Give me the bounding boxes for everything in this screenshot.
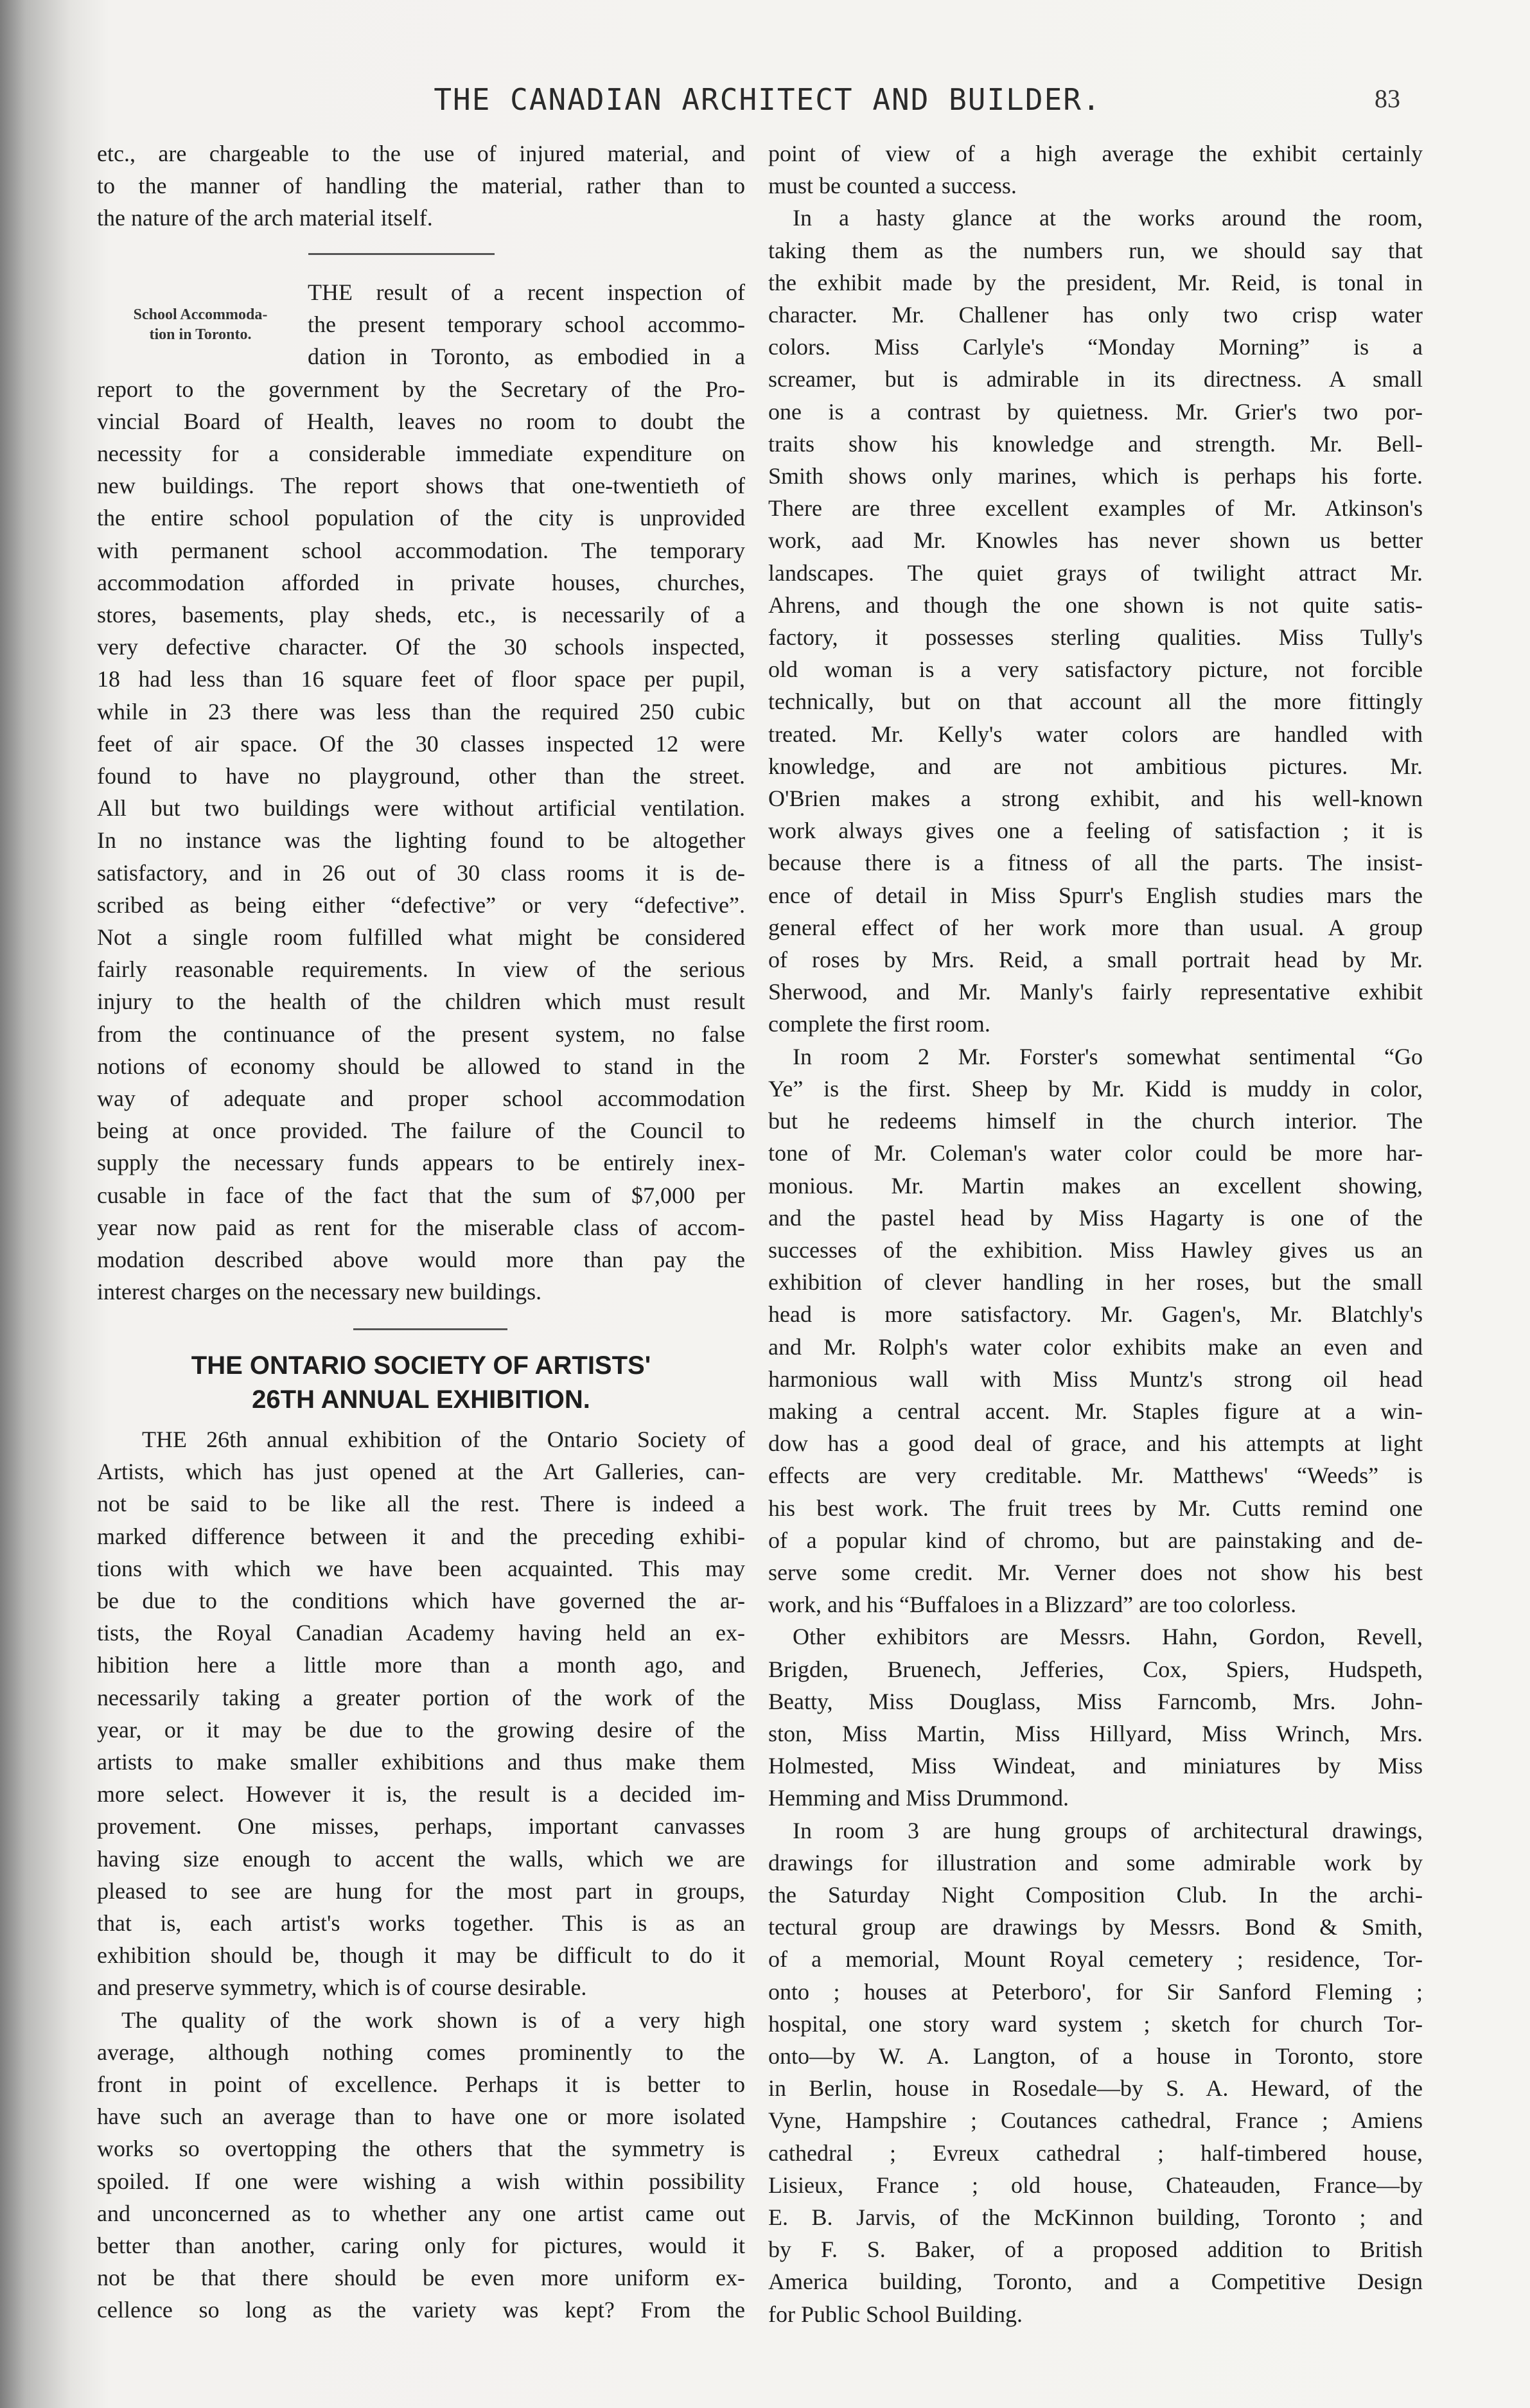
text-line: in Berlin, house in Rosedale—by S. A. Heward, of the — [768, 2075, 1423, 2102]
text-line: not be said to be like all the rest. There is indeed a — [97, 1491, 745, 1517]
text-line: cathedral ; Evreux cathedral ; half-timbered house, — [768, 2140, 1423, 2166]
text-line: technically, but on that account all the more fittingly — [768, 689, 1423, 715]
left-paragraph-1 — [97, 137, 745, 234]
text-line: In room 3 are hung groups of architectural drawings, — [793, 1817, 1423, 1843]
text-line: by F. S. Baker, of a proposed addition to British — [768, 2237, 1423, 2263]
text-line: and preserve symmetry, which is of course desirable. — [97, 1974, 587, 2001]
text-line: spoiled. If one were wishing a wish within possibility — [97, 2168, 745, 2194]
text-line: but he redeems himself in the church interior. The — [768, 1108, 1423, 1134]
page-number: 83 — [1375, 84, 1400, 113]
text-line: work always gives one a feeling of satisfaction ; it is — [768, 818, 1423, 844]
publication-masthead: THE CANADIAN ARCHITECT AND BUILDER. — [434, 82, 1102, 117]
text-line: the entire school population of the city is unprovided — [97, 505, 745, 531]
text-line: of a popular kind of chromo, but are painstaking and de- — [768, 1527, 1423, 1553]
text-line: factory, it possesses sterling qualities. Miss Tully's — [768, 624, 1423, 651]
text-line: while in 23 there was less than the required 250 cubic — [97, 698, 745, 725]
marginal-note-line: School Accommoda- — [133, 306, 268, 323]
text-line: tectural group are drawings by Messrs. Bond & Smith, — [768, 1914, 1423, 1940]
text-line: ence of detail in Miss Spurr's English studies mars the — [768, 882, 1423, 908]
text-line: the exhibit made by the president, Mr. Reid, is tonal in — [768, 269, 1423, 295]
text-line: found to have no playground, other than the street. — [97, 763, 745, 789]
text-line: harmonious wall with Miss Muntz's strong oil head — [768, 1366, 1423, 1392]
text-line: Vyne, Hampshire ; Coutances cathedral, France ; Amiens — [768, 2107, 1423, 2134]
text-line: necessity for a considerable immediate expenditure on — [97, 441, 745, 467]
paragraph — [768, 1815, 1423, 2330]
text-line: effects are very creditable. Mr. Matthews' “Weeds” is — [768, 1463, 1423, 1489]
text-line: necessarily taking a greater portion of the work of the — [97, 1684, 745, 1710]
text-line: because there is a fitness of all the parts. The insist- — [768, 850, 1423, 876]
text-line: Ahrens, and though the one shown is not quite satis- — [768, 592, 1423, 618]
text-line: THE 26th annual exhibition of the Ontario Society of — [142, 1427, 745, 1452]
article-heading — [97, 1349, 745, 1417]
text-line: more select. However it is, the result is a decided im- — [97, 1781, 745, 1807]
text-line: character. Mr. Challener has only two crisp water — [768, 302, 1423, 328]
text-line: Smith shows only marines, which is perhaps his forte. — [768, 463, 1423, 489]
text-line: taking them as the numbers run, we should say that — [768, 237, 1423, 263]
text-line: traits show his knowledge and strength. Mr. Bell- — [768, 430, 1423, 457]
text-line: O'Brien makes a strong exhibit, and his well-known — [768, 786, 1423, 812]
text-line: E. B. Jarvis, of the McKinnon building, Toronto ; and — [768, 2204, 1423, 2230]
text-line: satisfactory, and in 26 out of 30 class rooms it is de- — [97, 859, 745, 886]
text-line: work, aad Mr. Knowles has never shown us better — [768, 527, 1423, 554]
school-accommodation-article — [97, 276, 745, 1308]
text-line: Brigden, Bruenech, Jefferies, Cox, Spiers, Hudspeth, — [768, 1656, 1423, 1682]
text-line: be due to the conditions which have governed the ar- — [97, 1588, 745, 1614]
text-line: There are three excellent examples of Mr. Atkinson's — [768, 495, 1423, 522]
text-line: modation described above would more than pay the — [97, 1247, 745, 1273]
text-line: interest charges on the necessary new buildings. — [97, 1279, 542, 1305]
exhibition-article-right — [768, 137, 1423, 2330]
text-line: point of view of a high average the exhibit certainly — [768, 141, 1423, 166]
text-line: making a central accent. Mr. Staples figure at a win- — [768, 1398, 1423, 1424]
text-line: Beatty, Miss Douglass, Miss Farncomb, Mrs. John- — [768, 1688, 1423, 1714]
text-line: America building, Toronto, and a Competitive Design — [768, 2269, 1423, 2295]
text-line: Not a single room fulfilled what might be considered — [97, 924, 745, 951]
exhibition-paragraph-1 — [97, 1423, 745, 2004]
text-line: with permanent school accommodation. The temporary — [97, 537, 745, 563]
text-line: THE result of a recent inspection of — [308, 279, 745, 305]
text-line: the nature of the arch material itself. — [97, 205, 433, 231]
text-line: artists to make smaller exhibitions and thus make them — [97, 1749, 745, 1775]
text-line: knowledge, and are not ambitious pictures. Mr. — [768, 753, 1423, 779]
text-line: screamer, but is admirable in its directness. A small — [768, 366, 1423, 392]
text-line: pleased to see are hung for the most part in groups, — [97, 1877, 745, 1904]
text-line: successes of the exhibition. Miss Hawley gives us an — [768, 1236, 1423, 1263]
text-line: feet of air space. Of the 30 classes inspected 12 were — [97, 730, 745, 757]
text-line: Ye” is the first. Sheep by Mr. Kidd is muddy in color, — [768, 1075, 1423, 1102]
text-line: cusable in face of the fact that the sum of $7,000 per — [97, 1182, 745, 1208]
text-line: work, and his “Buffaloes in a Blizzard” are too colorless. — [768, 1592, 1297, 1618]
paragraph — [768, 202, 1423, 1040]
text-line: and Mr. Rolph's water color exhibits make an even and — [768, 1333, 1423, 1360]
text-line: one is a contrast by quietness. Mr. Grier's two por- — [768, 398, 1423, 425]
text-line: tions with which we have been acquainted. This may — [97, 1555, 745, 1581]
text-line: fairly reasonable requirements. In view of the serious — [97, 956, 745, 983]
text-line: provement. One misses, perhaps, important canvasses — [97, 1813, 745, 1840]
text-line: that is, each artist's works together. This is as an — [97, 1910, 745, 1937]
text-line: better than another, caring only for pictures, would it — [97, 2233, 745, 2259]
text-line: marked difference between it and the preceding exhibi- — [97, 1523, 745, 1549]
heading-line: 26TH ANNUAL EXHIBITION. — [252, 1385, 590, 1414]
text-line: not be that there should be even more uniform ex- — [97, 2265, 745, 2291]
text-line: the present temporary school accommo- — [308, 312, 745, 338]
text-line: new buildings. The report shows that one-twentieth of — [97, 473, 745, 499]
text-line: notions of economy should be allowed to stand in the — [97, 1053, 745, 1079]
text-line: being at once provided. The failure of the Council to — [97, 1118, 745, 1144]
exhibition-paragraph-2 — [97, 2004, 745, 2326]
text-line: to the manner of handling the material, rather than to — [97, 173, 745, 199]
text-line: Artists, which has just opened at the Art Galleries, can- — [97, 1459, 745, 1485]
paragraph — [768, 137, 1423, 202]
text-line: head is more satisfactory. Mr. Gagen's, Mr. Blatchly's — [768, 1301, 1423, 1328]
text-line: Holmested, Miss Windeat, and miniatures by Miss — [768, 1753, 1423, 1779]
text-line: works so overtopping the others that the symmetry is — [97, 2136, 745, 2162]
text-line: year now paid as rent for the miserable class of accom- — [97, 1214, 745, 1240]
text-line: hospital, one story ward system ; sketch for church Tor- — [768, 2010, 1423, 2037]
text-line: In no instance was the lighting found to be altogether — [97, 827, 745, 854]
text-line: vincial Board of Health, leaves no room to doubt the — [97, 408, 745, 434]
paragraph — [768, 1621, 1423, 1814]
paragraph — [768, 1041, 1423, 1621]
text-line: Lisieux, France ; old house, Chateauden, France—by — [768, 2172, 1423, 2198]
text-line: drawings for illustration and some admirable work by — [768, 1849, 1423, 1876]
text-line: onto—by W. A. Langton, of a house in Toronto, store — [768, 2043, 1423, 2069]
text-line: hibition here a little more than a month ago, and — [97, 1652, 745, 1678]
text-line: landscapes. The quiet grays of twilight attract Mr. — [768, 559, 1423, 586]
exhibition-article-left — [97, 1423, 745, 2326]
text-line: way of adequate and proper school accommodation — [97, 1085, 745, 1112]
text-line: treated. Mr. Kelly's water colors are handled with — [768, 721, 1423, 747]
text-line: dation in Toronto, as embodied in a — [308, 344, 745, 370]
section-divider — [353, 1328, 507, 1330]
text-line: and the pastel head by Miss Hagarty is one of the — [768, 1204, 1423, 1231]
text-line: exhibition should be, though it may be difficult to do it — [97, 1942, 745, 1969]
text-line: ston, Miss Martin, Miss Hillyard, Miss Wrinch, Mrs. — [768, 1720, 1423, 1746]
text-line: must be counted a success. — [768, 173, 1017, 199]
text-line: In room 2 Mr. Forster's somewhat sentimental “Go — [793, 1043, 1423, 1069]
text-line: 18 had less than 16 square feet of floor space per pupil, — [97, 666, 745, 692]
text-line: serve some credit. Mr. Verner does not show his best — [768, 1559, 1423, 1585]
marginal-note-line: tion in Toronto. — [149, 326, 252, 343]
text-line: In a hasty glance at the works around the room, — [793, 205, 1423, 231]
heading-line: THE ONTARIO SOCIETY OF ARTISTS' — [191, 1351, 651, 1380]
text-line: tone of Mr. Coleman's water color could be more har- — [768, 1140, 1423, 1166]
text-line: colors. Miss Carlyle's “Monday Morning” is a — [768, 334, 1423, 360]
text-line: stores, basements, play sheds, etc., is necessarily of a — [97, 602, 745, 628]
text-line: general effect of her work more than usual. A group — [768, 914, 1423, 940]
section-divider — [308, 253, 495, 255]
text-line: average, although nothing comes prominently to the — [97, 2039, 745, 2065]
text-line: old woman is a very satisfactory picture, not forcible — [768, 656, 1423, 683]
text-line: monious. Mr. Martin makes an excellent showing, — [768, 1172, 1423, 1199]
text-line: etc., are chargeable to the use of injured material, and — [97, 141, 745, 166]
text-line: report to the government by the Secretary of the Pro- — [97, 376, 745, 402]
text-line: supply the necessary funds appears to be entirely inex- — [97, 1150, 745, 1176]
text-line: having size enough to accent the walls, which we are — [97, 1845, 745, 1872]
text-line: onto ; houses at Peterboro', for Sir Sanford Fleming ; — [768, 1978, 1423, 2005]
text-line: tists, the Royal Canadian Academy having held an ex- — [97, 1620, 745, 1646]
text-line: Hemming and Miss Drummond. — [768, 1785, 1069, 1811]
text-line: the Saturday Night Composition Club. In the archi- — [768, 1881, 1423, 1908]
text-line: from the continuance of the present system, no false — [97, 1021, 745, 1047]
text-line: have such an average than to have one or more isolated — [97, 2104, 745, 2130]
text-line: very defective character. Of the 30 schools inspected, — [97, 634, 745, 660]
text-line: complete the first room. — [768, 1011, 990, 1037]
text-line: The quality of the work shown is of a very high — [121, 2007, 745, 2033]
text-line: his best work. The fruit trees by Mr. Cutts remind one — [768, 1495, 1423, 1521]
text-line: year, or it may be due to the growing desire of the — [97, 1716, 745, 1743]
text-line: cellence so long as the variety was kept? From the — [97, 2297, 745, 2323]
text-line: All but two buildings were without artificial ventilation. — [97, 795, 745, 822]
text-line: injury to the health of the children which must result — [97, 989, 745, 1015]
text-line: exhibition of clever handling in her roses, but the small — [768, 1269, 1423, 1296]
text-line: of a memorial, Mount Royal cemetery ; residence, Tor- — [768, 1946, 1423, 1973]
text-line: of roses by Mrs. Reid, a small portrait head by Mr. — [768, 947, 1423, 973]
text-line: front in point of excellence. Perhaps it is better to — [97, 2071, 745, 2098]
text-line: scribed as being either “defective” or very “defective”. — [97, 892, 745, 918]
text-line: Sherwood, and Mr. Manly's fairly representative exhibit — [768, 979, 1423, 1005]
text-line: and unconcerned as to whether any one artist came out — [97, 2200, 745, 2226]
text-line: dow has a good deal of grace, and his attempts at light — [768, 1430, 1423, 1457]
text-line: for Public School Building. — [768, 2301, 1023, 2327]
text-line: accommodation afforded in private houses, churches, — [97, 569, 745, 595]
text-line: Other exhibitors are Messrs. Hahn, Gordon, Revell, — [793, 1624, 1423, 1650]
